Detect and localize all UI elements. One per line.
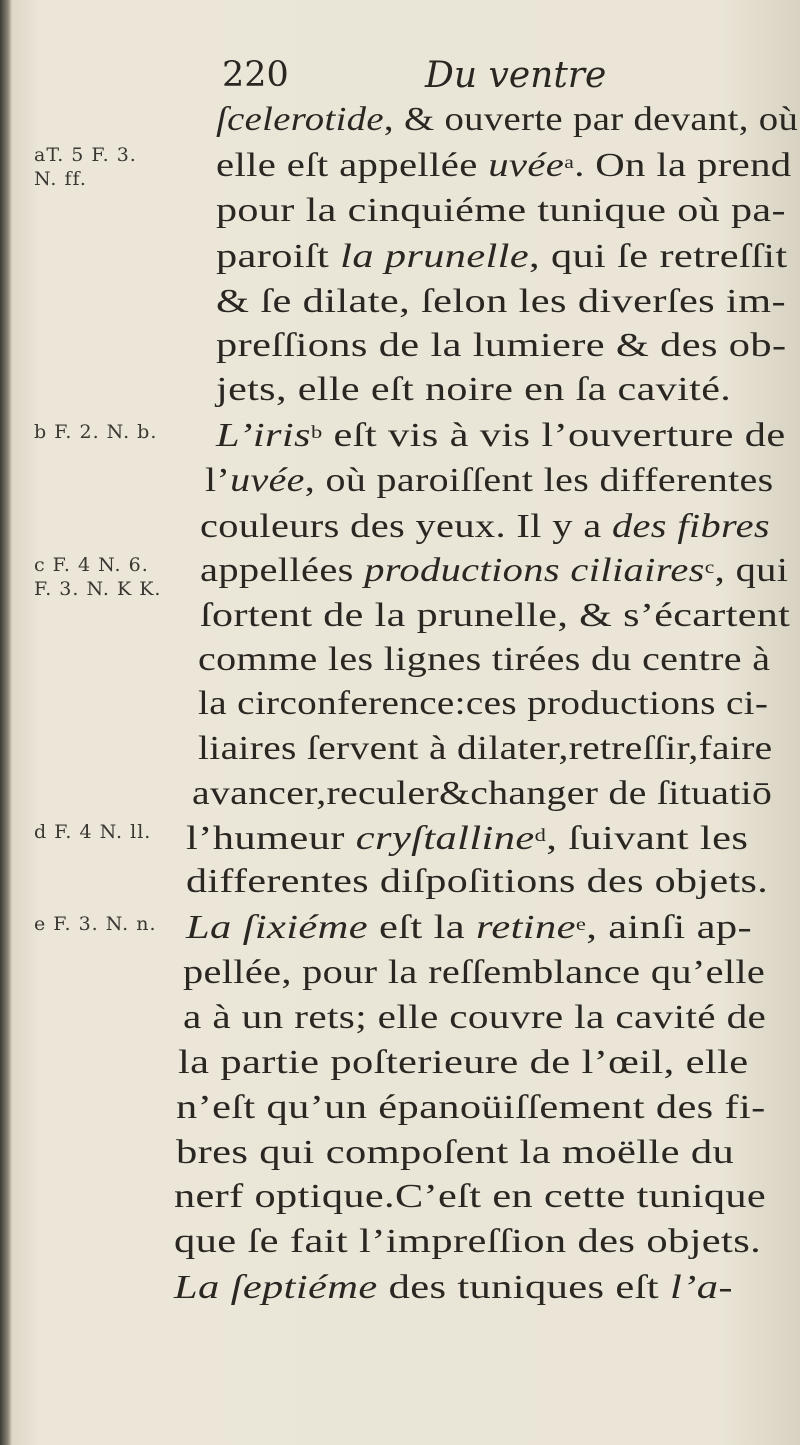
text-line: n’eſt qu’un épanoüiſſement des fi- [176, 1089, 766, 1126]
text-line: jets, elle eſt noire en ſa cavité. [216, 371, 732, 408]
text-line: bres qui compoſent la moëlle du [176, 1134, 735, 1171]
text-line: a à un rets; elle couvre la cavité de [183, 999, 767, 1036]
margin-note-line: N. ff. [34, 168, 87, 190]
text-line: & ſe dilate, ſelon les diverſes im- [216, 283, 787, 320]
text-line: avancer,reculer&changer de ſituatiō [192, 775, 773, 812]
text-line: ſcelerotide, & ouverte par devant, où [216, 101, 799, 138]
text-line: la partie poſterieure de l’œil, elle [178, 1044, 749, 1081]
text-line: liaires ſervent à dilater,retreſſir,faire [198, 730, 773, 767]
text-line: La ſixiéme eſt la retine$^e$, ainſi ap- [186, 909, 753, 946]
text-line: paroiſt la prunelle, qui ſe retreſſit [216, 238, 788, 275]
text-line: preſſions de la lumiere & des ob- [216, 327, 787, 364]
text-line: differentes diſpoſitions des objets. [186, 863, 769, 900]
text-line: couleurs des yeux. Il y a des fibres [200, 508, 770, 545]
text-line: appellées productions ciliaires$^c$, qui [200, 552, 789, 589]
text-line: elle eſt appellée uvée$^a$. On la prend [216, 147, 792, 184]
text-line: l’uvée, où paroiſſent les differentes [205, 462, 774, 499]
text-line: ſortent de la prunelle, & s’écartent [200, 597, 791, 634]
margin-note-line: aT. 5 F. 3. [34, 144, 137, 166]
margin-note-line: F. 3. N. K K. [34, 578, 162, 600]
text-line: L’iris$^b$ eſt vis à vis l’ouverture de [216, 417, 786, 454]
text-line: comme les lignes tirées du centre à [198, 641, 771, 678]
page-number: 220 [222, 55, 289, 95]
margin-note-line: e F. 3. N. n. [34, 913, 157, 935]
text-line: que ſe fait l’impreſſion des objets. [174, 1223, 762, 1260]
text-line: nerf optique.C’eſt en cette tunique [174, 1178, 767, 1215]
text-line: pour la cinquiéme tunique où pa- [216, 192, 786, 229]
margin-note-line: d F. 4 N. ll. [34, 821, 152, 843]
margin-note-line: c F. 4 N. 6. [34, 554, 149, 576]
margin-note-line: b F. 2. N. b. [34, 421, 158, 443]
text-line: pellée, pour la reſſemblance qu’elle [183, 954, 766, 991]
text-line: la circonference:ces productions ci- [198, 685, 769, 722]
text-line: La ſeptiéme des tuniques eſt l’a- [174, 1269, 733, 1306]
text-line: l’humeur cryſtalline$^d$, ſuivant les [186, 820, 749, 857]
running-head: Du ventre [425, 55, 607, 96]
